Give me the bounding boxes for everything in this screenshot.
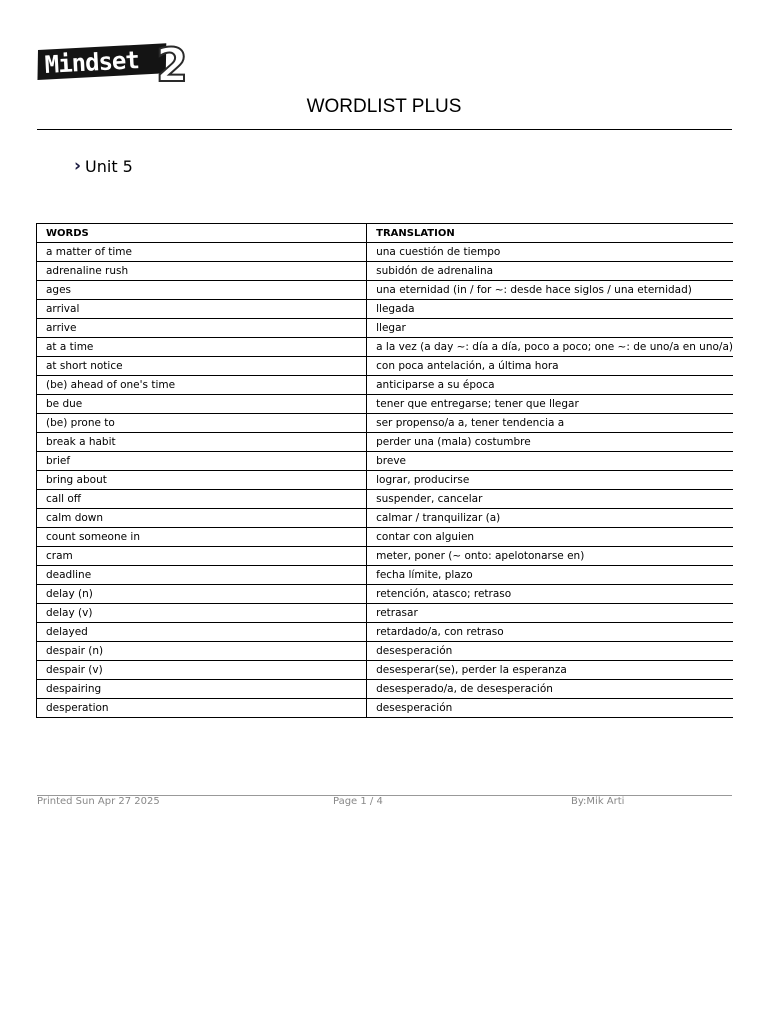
table-row xyxy=(37,642,734,661)
translation-cell: breve xyxy=(367,452,733,471)
table-row xyxy=(37,528,734,547)
table-row xyxy=(37,547,734,566)
word-cell: a matter of time xyxy=(37,243,367,262)
translation-cell: perder una (mala) costumbre xyxy=(367,433,733,452)
word-cell: (be) ahead of one's time xyxy=(37,376,367,395)
translation-cell: fecha límite, plazo xyxy=(367,566,733,585)
translation-cell: ser propenso/a a, tener tendencia a xyxy=(367,414,733,433)
translation-cell: contar con alguien xyxy=(367,528,733,547)
word-cell: at a time xyxy=(37,338,367,357)
translation-cell: llegada xyxy=(367,300,733,319)
table-row xyxy=(37,243,734,262)
chevron-right-icon: › xyxy=(74,156,82,176)
translation-cell: lograr, producirse xyxy=(367,471,733,490)
word-cell: adrenaline rush xyxy=(37,262,367,281)
word-cell: arrival xyxy=(37,300,367,319)
word-cell: cram xyxy=(37,547,367,566)
wordlist-table xyxy=(36,223,733,718)
translation-cell: retardado/a, con retraso xyxy=(367,623,733,642)
word-cell: deadline xyxy=(37,566,367,585)
table-body xyxy=(37,243,734,718)
word-cell: at short notice xyxy=(37,357,367,376)
word-cell: (be) prone to xyxy=(37,414,367,433)
table-row xyxy=(37,680,734,699)
word-cell: call off xyxy=(37,490,367,509)
unit-label: Unit 5 xyxy=(85,156,133,176)
table-row xyxy=(37,490,734,509)
table-row xyxy=(37,661,734,680)
translation-cell: desesperación xyxy=(367,642,733,661)
translation-cell: llegar xyxy=(367,319,733,338)
table-row xyxy=(37,452,734,471)
table-header-row xyxy=(37,224,734,243)
table-row xyxy=(37,357,734,376)
word-cell: break a habit xyxy=(37,433,367,452)
table-row xyxy=(37,471,734,490)
title-divider xyxy=(37,129,732,130)
footer-author: By:Mik Arti xyxy=(571,796,625,807)
translation-cell: retrasar xyxy=(367,604,733,623)
table-row xyxy=(37,395,734,414)
table-row xyxy=(37,376,734,395)
translation-cell: desesperado/a, de desesperación xyxy=(367,680,733,699)
translation-cell: con poca antelación, a última hora xyxy=(367,357,733,376)
footer-printed-date: Printed Sun Apr 27 2025 xyxy=(37,796,160,807)
header-words: WORDS xyxy=(37,224,367,243)
word-cell: delay (v) xyxy=(37,604,367,623)
word-cell: bring about xyxy=(37,471,367,490)
table-row xyxy=(37,604,734,623)
word-cell: despair (v) xyxy=(37,661,367,680)
word-cell: delay (n) xyxy=(37,585,367,604)
table-row xyxy=(37,319,734,338)
header-translation: TRANSLATION xyxy=(367,224,733,243)
unit-heading xyxy=(74,156,133,176)
translation-cell: subidón de adrenalina xyxy=(367,262,733,281)
translation-cell: una eternidad (in / for ~: desde hace siglos / una eternidad) xyxy=(367,281,733,300)
translation-cell: desesperación xyxy=(367,699,733,718)
word-cell: be due xyxy=(37,395,367,414)
translation-cell: meter, poner (~ onto: apelotonarse en) xyxy=(367,547,733,566)
logo-text: Mindset xyxy=(44,46,140,79)
table-row xyxy=(37,300,734,319)
word-cell: despair (n) xyxy=(37,642,367,661)
translation-cell: una cuestión de tiempo xyxy=(367,243,733,262)
table-row xyxy=(37,262,734,281)
translation-cell: desesperar(se), perder la esperanza xyxy=(367,661,733,680)
word-cell: despairing xyxy=(37,680,367,699)
word-cell: delayed xyxy=(37,623,367,642)
table-row xyxy=(37,699,734,718)
translation-cell: retención, atasco; retraso xyxy=(367,585,733,604)
page-title: WORDLIST PLUS xyxy=(306,96,462,117)
table-row xyxy=(37,433,734,452)
logo-number: 2 xyxy=(156,38,189,92)
word-cell: calm down xyxy=(37,509,367,528)
word-cell: ages xyxy=(37,281,367,300)
word-cell: count someone in xyxy=(37,528,367,547)
table-row xyxy=(37,585,734,604)
word-cell: brief xyxy=(37,452,367,471)
word-cell: desperation xyxy=(37,699,367,718)
table-row xyxy=(37,281,734,300)
table-row xyxy=(37,566,734,585)
table-row xyxy=(37,509,734,528)
word-cell: arrive xyxy=(37,319,367,338)
footer-page-number: Page 1 / 4 xyxy=(333,796,383,807)
translation-cell: anticiparse a su época xyxy=(367,376,733,395)
translation-cell: calmar / tranquilizar (a) xyxy=(367,509,733,528)
translation-cell: suspender, cancelar xyxy=(367,490,733,509)
translation-cell: a la vez (a day ~: día a día, poco a poco; one ~: de uno/a en uno/a) xyxy=(367,338,733,357)
translation-cell: tener que entregarse; tener que llegar xyxy=(367,395,733,414)
mindset-logo xyxy=(38,38,189,92)
table-row xyxy=(37,338,734,357)
table-row xyxy=(37,623,734,642)
table-row xyxy=(37,414,734,433)
